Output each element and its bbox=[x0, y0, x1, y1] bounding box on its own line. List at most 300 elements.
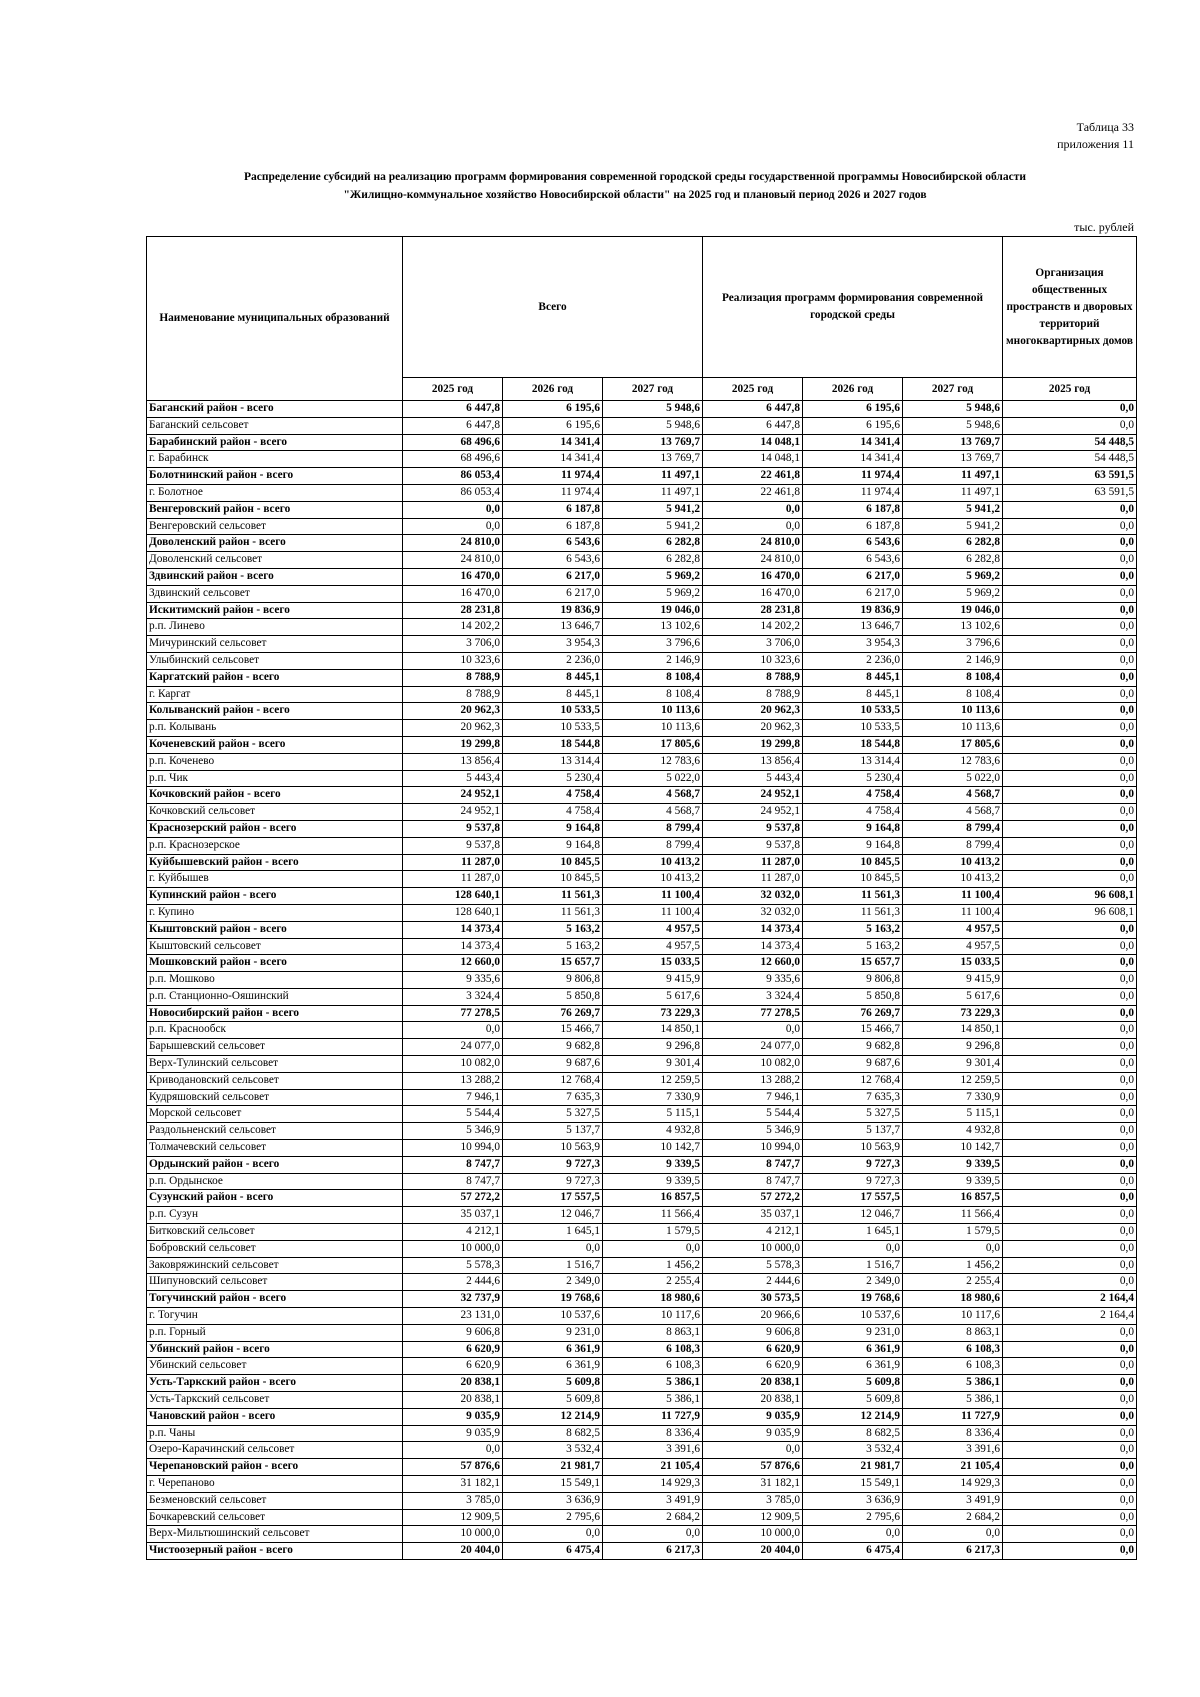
program-2026-cell: 19 836,9 bbox=[803, 602, 903, 619]
table-row bbox=[147, 619, 1137, 636]
spaces-2025-cell: 54 448,5 bbox=[1003, 434, 1137, 451]
district-total-row bbox=[147, 955, 1137, 972]
spaces-2025-cell: 0,0 bbox=[1003, 1425, 1137, 1442]
program-2025-cell: 32 032,0 bbox=[703, 888, 803, 905]
municipality-cell: Битковский сельсовет bbox=[147, 1224, 403, 1241]
total-2026-cell: 9 164,8 bbox=[503, 820, 603, 837]
total-2027-cell: 11 566,4 bbox=[603, 1207, 703, 1224]
program-2026-cell: 10 533,5 bbox=[803, 703, 903, 720]
total-2026-cell: 10 845,5 bbox=[503, 871, 603, 888]
total-2026-cell: 4 758,4 bbox=[503, 804, 603, 821]
program-2026-cell: 10 563,9 bbox=[803, 1140, 903, 1157]
total-2027-cell: 2 146,9 bbox=[603, 652, 703, 669]
total-2026-cell: 6 195,6 bbox=[503, 401, 603, 418]
program-2025-cell: 20 404,0 bbox=[703, 1543, 803, 1560]
municipality-cell: Морской сельсовет bbox=[147, 1106, 403, 1123]
program-2027-cell: 4 568,7 bbox=[903, 804, 1003, 821]
total-2027-cell: 0,0 bbox=[603, 1526, 703, 1543]
municipality-cell: Кыштовский сельсовет bbox=[147, 938, 403, 955]
table-row bbox=[147, 753, 1137, 770]
program-2026-cell: 6 217,0 bbox=[803, 585, 903, 602]
program-2025-cell: 3 785,0 bbox=[703, 1492, 803, 1509]
program-2025-cell: 10 000,0 bbox=[703, 1240, 803, 1257]
program-2025-cell: 8 747,7 bbox=[703, 1173, 803, 1190]
spaces-2025-cell: 0,0 bbox=[1003, 1056, 1137, 1073]
total-2027-cell: 2 255,4 bbox=[603, 1274, 703, 1291]
program-2025-cell: 13 856,4 bbox=[703, 753, 803, 770]
total-2027-cell: 4 568,7 bbox=[603, 787, 703, 804]
total-2026-cell: 7 635,3 bbox=[503, 1089, 603, 1106]
total-2025-cell: 0,0 bbox=[403, 1442, 503, 1459]
total-2025-cell: 24 810,0 bbox=[403, 535, 503, 552]
table-row bbox=[147, 484, 1137, 501]
program-2027-cell: 13 102,6 bbox=[903, 619, 1003, 636]
municipality-cell: Баганский район - всего bbox=[147, 401, 403, 418]
program-2026-cell: 10 533,5 bbox=[803, 720, 903, 737]
district-total-row bbox=[147, 1543, 1137, 1560]
total-2027-cell: 6 217,3 bbox=[603, 1543, 703, 1560]
program-2027-cell: 9 339,5 bbox=[903, 1156, 1003, 1173]
table-row bbox=[147, 518, 1137, 535]
table-row bbox=[147, 837, 1137, 854]
total-2025-cell: 6 620,9 bbox=[403, 1341, 503, 1358]
table-row bbox=[147, 652, 1137, 669]
total-2027-cell: 8 336,4 bbox=[603, 1425, 703, 1442]
program-2025-cell: 57 272,2 bbox=[703, 1190, 803, 1207]
district-total-row bbox=[147, 1291, 1137, 1308]
program-2025-cell: 4 212,1 bbox=[703, 1224, 803, 1241]
total-2025-cell: 9 035,9 bbox=[403, 1425, 503, 1442]
table-row bbox=[147, 1123, 1137, 1140]
program-2025-cell: 0,0 bbox=[703, 518, 803, 535]
total-2025-cell: 20 962,3 bbox=[403, 720, 503, 737]
program-2027-cell: 10 413,2 bbox=[903, 854, 1003, 871]
total-2027-cell: 4 568,7 bbox=[603, 804, 703, 821]
spaces-2025-cell: 0,0 bbox=[1003, 535, 1137, 552]
spaces-2025-cell: 0,0 bbox=[1003, 837, 1137, 854]
program-2026-cell: 3 954,3 bbox=[803, 636, 903, 653]
table-row bbox=[147, 988, 1137, 1005]
program-2025-cell: 77 278,5 bbox=[703, 1005, 803, 1022]
program-2026-cell: 10 537,6 bbox=[803, 1308, 903, 1325]
program-2025-cell: 28 231,8 bbox=[703, 602, 803, 619]
municipality-cell: г. Барабинск bbox=[147, 451, 403, 468]
table-row bbox=[147, 1140, 1137, 1157]
program-2026-cell: 4 758,4 bbox=[803, 804, 903, 821]
municipality-cell: Кочковский сельсовет bbox=[147, 804, 403, 821]
spaces-2025-cell: 0,0 bbox=[1003, 1123, 1137, 1140]
district-total-row bbox=[147, 434, 1137, 451]
total-2026-cell: 9 682,8 bbox=[503, 1039, 603, 1056]
program-2027-cell: 8 108,4 bbox=[903, 669, 1003, 686]
program-2026-cell: 13 314,4 bbox=[803, 753, 903, 770]
municipality-cell: г. Куйбышев bbox=[147, 871, 403, 888]
program-2026-cell: 2 795,6 bbox=[803, 1509, 903, 1526]
total-2026-cell: 5 609,8 bbox=[503, 1392, 603, 1409]
spaces-2025-cell: 0,0 bbox=[1003, 602, 1137, 619]
program-2026-cell: 6 187,8 bbox=[803, 518, 903, 535]
program-2026-cell: 8 445,1 bbox=[803, 669, 903, 686]
municipality-cell: Барабинский район - всего bbox=[147, 434, 403, 451]
spaces-2025-cell: 54 448,5 bbox=[1003, 451, 1137, 468]
total-2025-cell: 3 706,0 bbox=[403, 636, 503, 653]
district-total-row bbox=[147, 888, 1137, 905]
total-2026-cell: 3 954,3 bbox=[503, 636, 603, 653]
total-2025-cell: 8 788,9 bbox=[403, 669, 503, 686]
total-2027-cell: 11 497,1 bbox=[603, 484, 703, 501]
municipality-cell: р.п. Горный bbox=[147, 1324, 403, 1341]
program-2026-cell: 6 361,9 bbox=[803, 1341, 903, 1358]
total-2026-cell: 19 768,6 bbox=[503, 1291, 603, 1308]
table-row bbox=[147, 1106, 1137, 1123]
total-2026-cell: 8 682,5 bbox=[503, 1425, 603, 1442]
program-2026-cell: 4 758,4 bbox=[803, 787, 903, 804]
table-row bbox=[147, 1022, 1137, 1039]
total-2025-cell: 14 373,4 bbox=[403, 921, 503, 938]
total-2026-cell: 3 532,4 bbox=[503, 1442, 603, 1459]
municipality-cell: Убинский сельсовет bbox=[147, 1358, 403, 1375]
spaces-2025-cell: 96 608,1 bbox=[1003, 888, 1137, 905]
total-2027-cell: 21 105,4 bbox=[603, 1459, 703, 1476]
table-row bbox=[147, 1442, 1137, 1459]
total-2027-cell: 5 386,1 bbox=[603, 1392, 703, 1409]
program-2025-cell: 16 470,0 bbox=[703, 585, 803, 602]
total-2026-cell: 6 195,6 bbox=[503, 417, 603, 434]
total-2026-cell: 6 543,6 bbox=[503, 535, 603, 552]
program-2025-cell: 19 299,8 bbox=[703, 736, 803, 753]
appendix-label: приложения 11 bbox=[1057, 137, 1134, 151]
program-2027-cell: 5 941,2 bbox=[903, 518, 1003, 535]
program-2027-cell: 5 948,6 bbox=[903, 401, 1003, 418]
total-2027-cell: 73 229,3 bbox=[603, 1005, 703, 1022]
table-row bbox=[147, 972, 1137, 989]
total-2027-cell: 5 969,2 bbox=[603, 568, 703, 585]
program-2026-cell: 17 557,5 bbox=[803, 1190, 903, 1207]
district-total-row bbox=[147, 921, 1137, 938]
spaces-2025-cell: 0,0 bbox=[1003, 552, 1137, 569]
program-2026-cell: 5 609,8 bbox=[803, 1375, 903, 1392]
total-2026-cell: 12 214,9 bbox=[503, 1408, 603, 1425]
municipality-cell: Бобровский сельсовет bbox=[147, 1240, 403, 1257]
spaces-2025-cell: 0,0 bbox=[1003, 401, 1137, 418]
municipality-cell: Кочковский район - всего bbox=[147, 787, 403, 804]
header-total: Всего bbox=[403, 237, 703, 378]
program-2026-cell: 7 635,3 bbox=[803, 1089, 903, 1106]
program-2026-cell: 14 341,4 bbox=[803, 451, 903, 468]
program-2025-cell: 13 288,2 bbox=[703, 1072, 803, 1089]
total-2025-cell: 10 082,0 bbox=[403, 1056, 503, 1073]
total-2027-cell: 13 769,7 bbox=[603, 451, 703, 468]
spaces-2025-cell: 0,0 bbox=[1003, 1459, 1137, 1476]
spaces-2025-cell: 0,0 bbox=[1003, 1072, 1137, 1089]
total-2026-cell: 14 341,4 bbox=[503, 434, 603, 451]
total-2027-cell: 5 969,2 bbox=[603, 585, 703, 602]
program-2027-cell: 16 857,5 bbox=[903, 1190, 1003, 1207]
program-2026-cell: 2 349,0 bbox=[803, 1274, 903, 1291]
municipality-cell: Криводановский сельсовет bbox=[147, 1072, 403, 1089]
district-total-row bbox=[147, 535, 1137, 552]
total-2026-cell: 9 164,8 bbox=[503, 837, 603, 854]
total-2027-cell: 9 301,4 bbox=[603, 1056, 703, 1073]
municipality-cell: Сузунский район - всего bbox=[147, 1190, 403, 1207]
total-2025-cell: 6 447,8 bbox=[403, 417, 503, 434]
program-2027-cell: 19 046,0 bbox=[903, 602, 1003, 619]
program-2025-cell: 9 606,8 bbox=[703, 1324, 803, 1341]
spaces-2025-cell: 0,0 bbox=[1003, 1442, 1137, 1459]
total-2026-cell: 10 845,5 bbox=[503, 854, 603, 871]
spaces-2025-cell: 0,0 bbox=[1003, 804, 1137, 821]
program-2025-cell: 6 620,9 bbox=[703, 1358, 803, 1375]
program-2025-cell: 30 573,5 bbox=[703, 1291, 803, 1308]
program-2027-cell: 4 932,8 bbox=[903, 1123, 1003, 1140]
program-2026-cell: 11 561,3 bbox=[803, 904, 903, 921]
spaces-2025-cell: 0,0 bbox=[1003, 1358, 1137, 1375]
program-2025-cell: 20 966,6 bbox=[703, 1308, 803, 1325]
municipality-cell: Улыбинский сельсовет bbox=[147, 652, 403, 669]
table-row bbox=[147, 1392, 1137, 1409]
program-2027-cell: 17 805,6 bbox=[903, 736, 1003, 753]
total-2026-cell: 5 230,4 bbox=[503, 770, 603, 787]
total-2027-cell: 0,0 bbox=[603, 1240, 703, 1257]
program-2027-cell: 0,0 bbox=[903, 1526, 1003, 1543]
program-2025-cell: 24 077,0 bbox=[703, 1039, 803, 1056]
program-2027-cell: 11 566,4 bbox=[903, 1207, 1003, 1224]
table-row bbox=[147, 1224, 1137, 1241]
district-total-row bbox=[147, 736, 1137, 753]
district-total-row bbox=[147, 501, 1137, 518]
municipality-cell: Усть-Таркский сельсовет bbox=[147, 1392, 403, 1409]
program-2026-cell: 76 269,7 bbox=[803, 1005, 903, 1022]
total-2025-cell: 16 470,0 bbox=[403, 568, 503, 585]
program-2026-cell: 6 543,6 bbox=[803, 535, 903, 552]
total-2027-cell: 18 980,6 bbox=[603, 1291, 703, 1308]
program-2026-cell: 12 768,4 bbox=[803, 1072, 903, 1089]
table-row bbox=[147, 1324, 1137, 1341]
spaces-2025-cell: 0,0 bbox=[1003, 1240, 1137, 1257]
total-2025-cell: 3 785,0 bbox=[403, 1492, 503, 1509]
program-2025-cell: 20 962,3 bbox=[703, 720, 803, 737]
spaces-2025-cell: 0,0 bbox=[1003, 686, 1137, 703]
header-spaces-2025: 2025 год bbox=[1003, 378, 1137, 401]
municipality-cell: р.п. Краснообск bbox=[147, 1022, 403, 1039]
program-2026-cell: 9 727,3 bbox=[803, 1173, 903, 1190]
program-2027-cell: 5 022,0 bbox=[903, 770, 1003, 787]
total-2025-cell: 8 747,7 bbox=[403, 1173, 503, 1190]
spaces-2025-cell: 0,0 bbox=[1003, 568, 1137, 585]
program-2026-cell: 8 682,5 bbox=[803, 1425, 903, 1442]
total-2027-cell: 4 957,5 bbox=[603, 921, 703, 938]
program-2025-cell: 20 838,1 bbox=[703, 1392, 803, 1409]
program-2026-cell: 14 341,4 bbox=[803, 434, 903, 451]
program-2027-cell: 5 386,1 bbox=[903, 1375, 1003, 1392]
total-2026-cell: 2 795,6 bbox=[503, 1509, 603, 1526]
municipality-cell: г. Черепаново bbox=[147, 1476, 403, 1493]
total-2025-cell: 6 447,8 bbox=[403, 401, 503, 418]
program-2026-cell: 9 164,8 bbox=[803, 837, 903, 854]
total-2025-cell: 7 946,1 bbox=[403, 1089, 503, 1106]
program-2025-cell: 14 373,4 bbox=[703, 938, 803, 955]
total-2026-cell: 12 046,7 bbox=[503, 1207, 603, 1224]
total-2026-cell: 14 341,4 bbox=[503, 451, 603, 468]
total-2025-cell: 0,0 bbox=[403, 501, 503, 518]
municipality-cell: Краснозерский район - всего bbox=[147, 820, 403, 837]
program-2027-cell: 5 948,6 bbox=[903, 417, 1003, 434]
total-2025-cell: 57 272,2 bbox=[403, 1190, 503, 1207]
district-total-row bbox=[147, 1156, 1137, 1173]
spaces-2025-cell: 0,0 bbox=[1003, 1106, 1137, 1123]
total-2026-cell: 2 236,0 bbox=[503, 652, 603, 669]
total-2026-cell: 6 217,0 bbox=[503, 568, 603, 585]
spaces-2025-cell: 0,0 bbox=[1003, 854, 1137, 871]
program-2026-cell: 9 164,8 bbox=[803, 820, 903, 837]
total-2025-cell: 10 000,0 bbox=[403, 1240, 503, 1257]
program-2025-cell: 20 838,1 bbox=[703, 1375, 803, 1392]
program-2027-cell: 5 969,2 bbox=[903, 568, 1003, 585]
program-2026-cell: 9 231,0 bbox=[803, 1324, 903, 1341]
district-total-row bbox=[147, 1190, 1137, 1207]
total-2025-cell: 9 035,9 bbox=[403, 1408, 503, 1425]
spaces-2025-cell: 0,0 bbox=[1003, 1005, 1137, 1022]
program-2025-cell: 24 810,0 bbox=[703, 535, 803, 552]
program-2025-cell: 57 876,6 bbox=[703, 1459, 803, 1476]
program-2025-cell: 10 082,0 bbox=[703, 1056, 803, 1073]
total-2026-cell: 6 187,8 bbox=[503, 501, 603, 518]
program-2027-cell: 11 497,1 bbox=[903, 484, 1003, 501]
municipality-cell: Кудряшовский сельсовет bbox=[147, 1089, 403, 1106]
total-2027-cell: 14 929,3 bbox=[603, 1476, 703, 1493]
municipality-cell: Мичуринский сельсовет bbox=[147, 636, 403, 653]
program-2027-cell: 2 146,9 bbox=[903, 652, 1003, 669]
total-2025-cell: 68 496,6 bbox=[403, 451, 503, 468]
district-total-row bbox=[147, 568, 1137, 585]
total-2025-cell: 10 323,6 bbox=[403, 652, 503, 669]
program-2025-cell: 6 447,8 bbox=[703, 401, 803, 418]
municipality-cell: Ордынский район - всего bbox=[147, 1156, 403, 1173]
total-2025-cell: 12 660,0 bbox=[403, 955, 503, 972]
total-2027-cell: 9 296,8 bbox=[603, 1039, 703, 1056]
program-2027-cell: 10 117,6 bbox=[903, 1308, 1003, 1325]
spaces-2025-cell: 0,0 bbox=[1003, 619, 1137, 636]
total-2025-cell: 3 324,4 bbox=[403, 988, 503, 1005]
municipality-cell: р.п. Сузун bbox=[147, 1207, 403, 1224]
table-row bbox=[147, 1257, 1137, 1274]
total-2025-cell: 16 470,0 bbox=[403, 585, 503, 602]
total-2027-cell: 9 415,9 bbox=[603, 972, 703, 989]
municipality-cell: р.п. Чик bbox=[147, 770, 403, 787]
total-2026-cell: 6 475,4 bbox=[503, 1543, 603, 1560]
municipality-cell: р.п. Ордынское bbox=[147, 1173, 403, 1190]
total-2026-cell: 15 466,7 bbox=[503, 1022, 603, 1039]
total-2027-cell: 19 046,0 bbox=[603, 602, 703, 619]
program-2026-cell: 11 974,4 bbox=[803, 484, 903, 501]
municipality-cell: Толмачевский сельсовет bbox=[147, 1140, 403, 1157]
municipality-cell: г. Каргат bbox=[147, 686, 403, 703]
municipality-cell: Мошковский район - всего bbox=[147, 955, 403, 972]
program-2026-cell: 18 544,8 bbox=[803, 736, 903, 753]
total-2025-cell: 9 606,8 bbox=[403, 1324, 503, 1341]
program-2026-cell: 9 806,8 bbox=[803, 972, 903, 989]
program-2027-cell: 4 568,7 bbox=[903, 787, 1003, 804]
district-total-row bbox=[147, 669, 1137, 686]
program-2025-cell: 2 444,6 bbox=[703, 1274, 803, 1291]
district-total-row bbox=[147, 703, 1137, 720]
program-2025-cell: 12 909,5 bbox=[703, 1509, 803, 1526]
header-program-2027: 2027 год bbox=[903, 378, 1003, 401]
program-2025-cell: 6 620,9 bbox=[703, 1341, 803, 1358]
total-2025-cell: 13 856,4 bbox=[403, 753, 503, 770]
municipality-cell: Болотнинский район - всего bbox=[147, 468, 403, 485]
header-public-spaces: Организация общественных пространств и дворовых территорий многоквартирных домов bbox=[1003, 237, 1137, 378]
table-row bbox=[147, 720, 1137, 737]
spaces-2025-cell: 0,0 bbox=[1003, 972, 1137, 989]
program-2026-cell: 5 230,4 bbox=[803, 770, 903, 787]
total-2025-cell: 77 278,5 bbox=[403, 1005, 503, 1022]
spaces-2025-cell: 0,0 bbox=[1003, 652, 1137, 669]
total-2026-cell: 6 361,9 bbox=[503, 1341, 603, 1358]
total-2026-cell: 5 327,5 bbox=[503, 1106, 603, 1123]
total-2027-cell: 10 113,6 bbox=[603, 720, 703, 737]
table-row bbox=[147, 770, 1137, 787]
district-total-row bbox=[147, 1341, 1137, 1358]
table-row bbox=[147, 938, 1137, 955]
municipality-cell: Заковряжинский сельсовет bbox=[147, 1257, 403, 1274]
program-2026-cell: 13 646,7 bbox=[803, 619, 903, 636]
total-2027-cell: 8 108,4 bbox=[603, 686, 703, 703]
municipality-cell: Искитимский район - всего bbox=[147, 602, 403, 619]
spaces-2025-cell: 0,0 bbox=[1003, 585, 1137, 602]
municipality-cell: Купинский район - всего bbox=[147, 888, 403, 905]
total-2026-cell: 3 636,9 bbox=[503, 1492, 603, 1509]
total-2025-cell: 35 037,1 bbox=[403, 1207, 503, 1224]
program-2027-cell: 14 850,1 bbox=[903, 1022, 1003, 1039]
program-2026-cell: 5 137,7 bbox=[803, 1123, 903, 1140]
spaces-2025-cell: 0,0 bbox=[1003, 770, 1137, 787]
total-2027-cell: 6 108,3 bbox=[603, 1358, 703, 1375]
program-2026-cell: 10 845,5 bbox=[803, 854, 903, 871]
table-number: Таблица 33 bbox=[1076, 120, 1134, 134]
table-row bbox=[147, 804, 1137, 821]
spaces-2025-cell: 0,0 bbox=[1003, 1392, 1137, 1409]
total-2026-cell: 0,0 bbox=[503, 1526, 603, 1543]
program-2026-cell: 6 217,0 bbox=[803, 568, 903, 585]
program-2026-cell: 6 475,4 bbox=[803, 1543, 903, 1560]
total-2026-cell: 9 231,0 bbox=[503, 1324, 603, 1341]
program-2027-cell: 1 456,2 bbox=[903, 1257, 1003, 1274]
municipality-cell: р.п. Линево bbox=[147, 619, 403, 636]
table-row bbox=[147, 1358, 1137, 1375]
program-2026-cell: 8 445,1 bbox=[803, 686, 903, 703]
program-2026-cell: 1 516,7 bbox=[803, 1257, 903, 1274]
total-2026-cell: 8 445,1 bbox=[503, 669, 603, 686]
program-2025-cell: 20 962,3 bbox=[703, 703, 803, 720]
spaces-2025-cell: 0,0 bbox=[1003, 703, 1137, 720]
total-2027-cell: 11 497,1 bbox=[603, 468, 703, 485]
header-total-2027: 2027 год bbox=[603, 378, 703, 401]
total-2025-cell: 12 909,5 bbox=[403, 1509, 503, 1526]
municipality-cell: р.п. Колывань bbox=[147, 720, 403, 737]
total-2025-cell: 10 994,0 bbox=[403, 1140, 503, 1157]
municipality-cell: Верх-Мильтюшинский сельсовет bbox=[147, 1526, 403, 1543]
total-2027-cell: 5 115,1 bbox=[603, 1106, 703, 1123]
program-2025-cell: 3 706,0 bbox=[703, 636, 803, 653]
program-2025-cell: 14 202,2 bbox=[703, 619, 803, 636]
table-row bbox=[147, 1089, 1137, 1106]
program-2026-cell: 2 236,0 bbox=[803, 652, 903, 669]
table-row bbox=[147, 1526, 1137, 1543]
program-2027-cell: 13 769,7 bbox=[903, 434, 1003, 451]
municipality-cell: г. Болотное bbox=[147, 484, 403, 501]
program-2027-cell: 3 391,6 bbox=[903, 1442, 1003, 1459]
